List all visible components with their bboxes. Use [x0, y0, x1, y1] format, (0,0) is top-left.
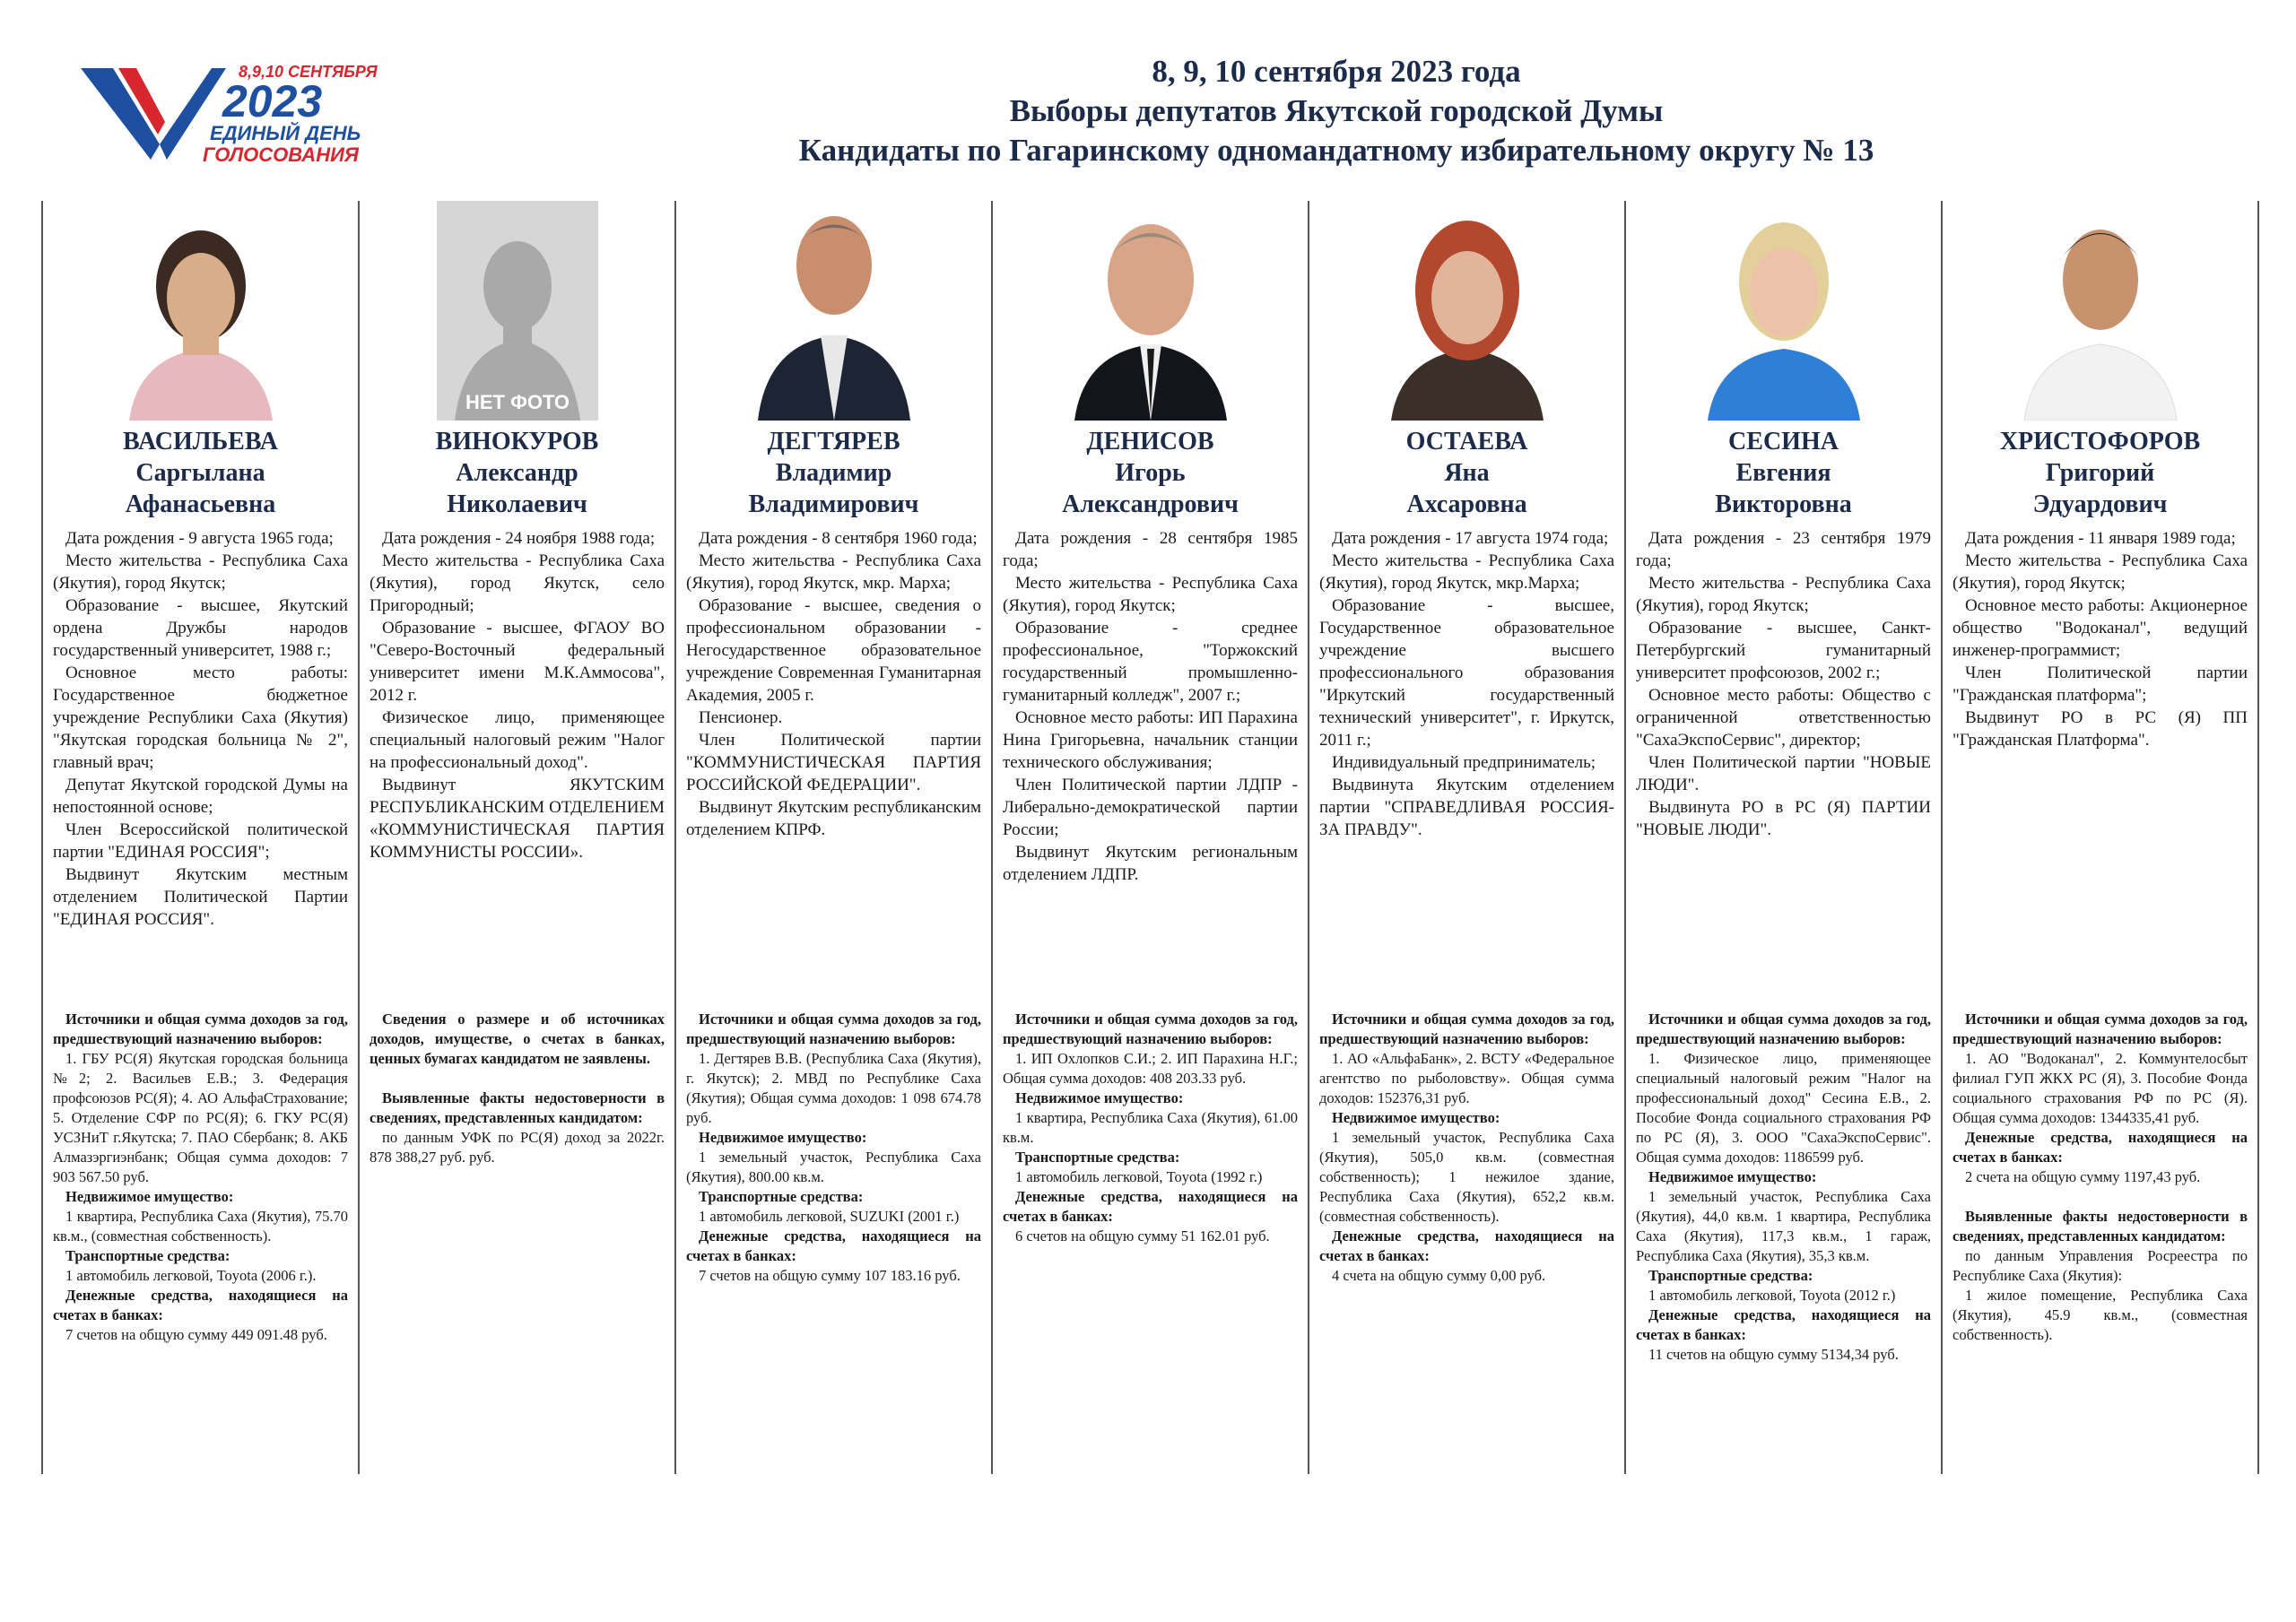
income-heading: Денежные средства, находящиеся на счетах в банках: — [1003, 1188, 1298, 1225]
income-heading: Транспортные средства: — [1015, 1149, 1180, 1166]
candidate-first-name: Григорий — [2045, 459, 2155, 487]
bio-line: Место жительства - Республика Саха (Якутия), город Якутск; — [1952, 551, 2248, 593]
income-line: 6 счетов на общую сумму 51 162.01 руб. — [1015, 1227, 1270, 1245]
candidate-name — [370, 426, 665, 520]
candidate-column — [1626, 201, 1943, 1474]
income-heading: Недвижимое имущество: — [1332, 1109, 1500, 1126]
header-district: Кандидаты по Гагаринскому одномандатному избирательному округу № 13 — [798, 133, 1874, 168]
candidate-first-name: Яна — [1444, 459, 1490, 487]
candidate-column — [676, 201, 993, 1474]
income-heading: Источники и общая сумма доходов за год, предшествующий назначению выборов: — [1952, 1010, 2248, 1047]
header-dates: 8, 9, 10 сентября 2023 года — [1152, 54, 1521, 89]
income-line: 7 счетов на общую сумму 449 091.48 руб. — [65, 1326, 327, 1343]
candidate-column — [1309, 201, 1626, 1474]
page-header — [502, 52, 2170, 170]
candidate-surname: СЕСИНА — [1728, 428, 1839, 455]
income-line: по данным Управления Росреестра по Республике Саха (Якутия): — [1952, 1247, 2248, 1284]
bio-line: Место жительства - Республика Саха (Якутия), город Якутск, мкр.Марха; — [1319, 551, 1614, 593]
income-line: 1. Дегтярев В.В. (Республика Саха (Якутия), г. Якутск); 2. МВД по Республике Саха (Якутия); Общая сумма доходов: 1 098 674.78 руб. — [686, 1050, 981, 1126]
candidate-bio — [53, 527, 348, 931]
income-line: 1 автомобиль легковой, Toyota (1992 г.) — [1015, 1168, 1263, 1185]
candidate-bio — [1952, 527, 2248, 751]
income-line: 1. ГБУ РС(Я) Якутская городская больница №2; 2. Васильев Е.В.; 3. Федерация профсоюзов РС(Я); 4. АО АльфаСтрахование; 5. Отделение СФР по РС(Я); 6. ГКУ РС(Я) УСЗНиТ г.Якутска; 7. ПАО Сбербанк; 8. АКБ Алмазэргиэнбанк; Общая сумма доходов: 7 903 567.50 руб. — [53, 1050, 348, 1185]
bio-line: Физическое лицо, применяющее специальный налоговый режим "Налог на профессиональный доход". — [370, 708, 665, 772]
candidate-columns — [41, 201, 2262, 1474]
candidate-photo — [2020, 201, 2181, 421]
income-heading: Недвижимое имущество: — [699, 1129, 867, 1146]
income-heading: Денежные средства, находящиеся на счетах в банках: — [53, 1287, 348, 1323]
candidate-photo — [1387, 201, 1548, 421]
bio-line: Основное место работы: Общество с ограниченной ответственностью "СахаЭкспоСервис", директор; — [1636, 686, 1931, 750]
bio-line: Дата рождения - 9 августа 1965 года; — [65, 529, 334, 548]
income-heading: Источники и общая сумма доходов за год, предшествующий назначению выборов: — [686, 1010, 981, 1047]
candidate-surname: ОСТАЕВА — [1405, 428, 1528, 455]
income-line: 1 автомобиль легковой, SUZUKI (2001 г.) — [699, 1208, 960, 1225]
income-heading: Источники и общая сумма доходов за год, предшествующий назначению выборов: — [1636, 1010, 1931, 1047]
income-heading: Денежные средства, находящиеся на счетах в банках: — [1952, 1129, 2248, 1166]
candidate-name — [1636, 426, 1931, 520]
bio-line: Выдвинут РО в РС (Я) ПП "Гражданская Платформа". — [1952, 708, 2248, 750]
income-line: 7 счетов на общую сумму 107 183.16 руб. — [699, 1267, 961, 1284]
candidate-income — [370, 1010, 665, 1167]
bio-line: Член Политической партии "КОММУНИСТИЧЕСКАЯ ПАРТИЯ РОССИЙСКОЙ ФЕДЕРАЦИИ". — [686, 731, 981, 794]
candidate-income — [686, 1010, 981, 1286]
income-heading: Источники и общая сумма доходов за год, предшествующий назначению выборов: — [53, 1010, 348, 1047]
bio-line: Дата рождения - 11 января 1989 года; — [1965, 529, 2236, 548]
income-heading: Транспортные средства: — [699, 1188, 864, 1205]
income-line: 1. Физическое лицо, применяющее специальный налоговый режим "Налог на профессиональный доход" Сесина Е.В., 2. Пособие Фонда социального страхования РФ по РС (Я), 3. ООО "СахаЭкспоСервис". Общая сумма доходов: 1186599 руб. — [1636, 1050, 1931, 1166]
income-line: 1 земельный участок, Республика Саха (Якутия), 800.00 кв.м. — [686, 1149, 981, 1185]
candidate-first-name: Игорь — [1115, 459, 1186, 487]
candidate-first-name: Владимир — [775, 459, 892, 487]
candidate-surname: ВАСИЛЬЕВА — [123, 428, 278, 455]
candidate-bio — [1319, 527, 1614, 841]
bio-line: Член Политической партии ЛДПР - Либерально-демократической партии России; — [1003, 776, 1298, 839]
bio-line: Образование - высшее, Государственное образовательное учреждение высшего профессионального образования "Иркутский государственный технический университет", г. Иркутск, 2011 г.; — [1319, 596, 1614, 750]
income-line: 1 земельный участок, Республика Саха (Якутия), 44,0 кв.м. 1 квартира, Республика Саха (Якутия), 117,3 кв.м., 1 гараж, Республика Саха (Якутия), 35,3 кв.м. — [1636, 1188, 1931, 1264]
candidate-first-name: Александр — [456, 459, 578, 487]
candidate-first-name: Евгения — [1735, 459, 1831, 487]
candidate-income — [1003, 1010, 1298, 1246]
bio-line: Дата рождения - 23 сентября 1979 года; — [1636, 529, 1931, 570]
candidate-income — [1319, 1010, 1614, 1286]
candidate-name — [1319, 426, 1614, 520]
bio-line: Выдвинут Якутским республиканским отделением КПРФ. — [686, 798, 981, 839]
bio-line: Основное место работы: ИП Парахина Нина Григорьевна, начальник станции технического обслуживания; — [1003, 708, 1298, 772]
bio-line: Индивидуальный предприниматель; — [1332, 753, 1596, 772]
bio-line: Выдвинута Якутским отделением партии "СПРАВЕДЛИВАЯ РОССИЯ-ЗА ПРАВДУ". — [1319, 776, 1614, 839]
income-heading: Сведения о размере и об источниках доходов, имуществе, о счетах в банках, ценных бумагах кандидатом не заявлены. — [370, 1010, 665, 1067]
income-line: 4 счета на общую сумму 0,00 руб. — [1332, 1267, 1546, 1284]
income-heading: Транспортные средства: — [65, 1247, 230, 1264]
candidate-column — [360, 201, 676, 1474]
candidate-surname: ДЕНИСОВ — [1086, 428, 1214, 455]
income-line: 11 счетов на общую сумму 5134,34 руб. — [1648, 1346, 1899, 1363]
candidate-first-name: Саргылана — [135, 459, 265, 487]
candidate-name — [686, 426, 981, 520]
candidate-income — [1952, 1010, 2248, 1345]
income-heading: Денежные средства, находящиеся на счетах в банках: — [1319, 1227, 1614, 1264]
income-line: 1 автомобиль легковой, Toyota (2006 г.). — [65, 1267, 317, 1284]
election-day-logo — [77, 59, 400, 167]
bio-line: Выдвинут Якутским региональным отделением ЛДПР. — [1003, 843, 1298, 884]
income-heading: Выявленные факты недостоверности в сведениях, представленных кандидатом: — [370, 1089, 665, 1126]
bio-line: Место жительства - Республика Саха (Якутия), город Якутск; — [1636, 574, 1931, 615]
income-line: 1. АО «АльфаБанк», 2. ВСТУ «Федеральное агентство по рыболовству». Общая сумма доходов: 152376,31 руб. — [1319, 1050, 1614, 1106]
income-heading: Недвижимое имущество: — [65, 1188, 234, 1205]
income-heading: Источники и общая сумма доходов за год, предшествующий назначению выборов: — [1003, 1010, 1298, 1047]
candidate-income — [53, 1010, 348, 1345]
bio-line: Основное место работы: Государственное бюджетное учреждение Республики Саха (Якутия) "Якутская городская больница № 2", главный врач; — [53, 664, 348, 772]
income-line: 1. ИП Охлопков С.И.; 2. ИП Парахина Н.Г.; Общая сумма доходов: 408 203.33 руб. — [1003, 1050, 1298, 1087]
candidate-column — [1943, 201, 2259, 1474]
no-photo-label: НЕТ ФОТО — [465, 391, 570, 413]
income-line: 2 счета на общую сумму 1197,43 руб. — [1965, 1168, 2201, 1185]
candidate-column — [993, 201, 1309, 1474]
candidate-name — [1003, 426, 1298, 520]
candidate-name — [1952, 426, 2248, 520]
candidate-patronymic: Александрович — [1062, 490, 1239, 518]
candidate-patronymic: Николаевич — [447, 490, 587, 518]
bio-line: Выдвинута РО в РС (Я) ПАРТИИ "НОВЫЕ ЛЮДИ". — [1636, 798, 1931, 839]
candidate-photo — [1703, 201, 1865, 421]
income-line: 1 квартира, Республика Саха (Якутия), 61.00 кв.м. — [1003, 1109, 1298, 1146]
logo-dates: 8,9,10 СЕНТЯБРЯ — [239, 63, 378, 81]
candidate-name — [53, 426, 348, 520]
bio-line: Образование - высшее, Санкт-Петербургский гуманитарный университет профсоюзов, 2002 г.; — [1636, 619, 1931, 682]
candidate-photo — [1070, 201, 1231, 421]
candidate-patronymic: Афанасьевна — [125, 490, 276, 518]
candidate-income — [1636, 1010, 1931, 1365]
candidate-patronymic: Владимирович — [748, 490, 919, 518]
bio-line: Пенсионер. — [699, 708, 783, 727]
bio-line: Образование - высшее, ФГАОУ ВО "Северо-Восточный федеральный университет имени М.К.Аммосова", 2012 г. — [370, 619, 665, 705]
bio-line: Дата рождения - 24 ноября 1988 года; — [382, 529, 656, 548]
income-line: по данным УФК по РС(Я) доход за 2022г. 878 388,27 руб. руб. — [370, 1129, 665, 1166]
candidate-bio — [1003, 527, 1298, 886]
bio-line: Депутат Якутской городской Думы на непостоянной основе; — [53, 776, 348, 817]
candidate-patronymic: Викторовна — [1715, 490, 1852, 518]
bio-line: Образование - среднее профессиональное, "Торжокский государственный промышленно-гуманитарный колледж", 2007 г.; — [1003, 619, 1298, 705]
bio-line: Выдвинут ЯКУТСКИМ РЕСПУБЛИКАНСКИМ ОТДЕЛЕНИЕМ «КОММУНИСТИЧЕСКАЯ ПАРТИЯ КОММУНИСТЫ РОССИИ». — [370, 776, 665, 862]
bio-line: Дата рождения - 8 сентября 1960 года; — [699, 529, 978, 548]
bio-line: Дата рождения - 17 августа 1974 года; — [1332, 529, 1609, 548]
income-heading: Денежные средства, находящиеся на счетах в банках: — [686, 1227, 981, 1264]
bio-line: Выдвинут Якутским местным отделением Политической Партии "ЕДИНАЯ РОССИЯ". — [53, 865, 348, 929]
candidate-photo — [120, 201, 282, 421]
bio-line: Место жительства - Республика Саха (Якутия), город Якутск; — [1003, 574, 1298, 615]
bio-line: Основное место работы: Акционерное общество "Водоканал", ведущий инженер-программист; — [1952, 596, 2248, 660]
income-heading: Выявленные факты недостоверности в сведениях, представленных кандидатом: — [1952, 1208, 2248, 1245]
bio-line: Дата рождения - 28 сентября 1985 года; — [1003, 529, 1298, 570]
logo-year: 2023 — [222, 76, 323, 126]
bio-line: Место жительства - Республика Саха (Якутия), город Якутск, мкр. Марха; — [686, 551, 981, 593]
candidate-surname: ХРИСТОФОРОВ — [1999, 428, 2201, 455]
candidate-column — [43, 201, 360, 1474]
income-heading: Недвижимое имущество: — [1015, 1089, 1184, 1106]
candidate-bio — [370, 527, 665, 863]
candidate-patronymic: Ахсаровна — [1406, 490, 1527, 518]
bio-line: Место жительства - Республика Саха (Якутия), город Якутск, село Пригородный; — [370, 551, 665, 615]
candidate-patronymic: Эдуардович — [2032, 490, 2168, 518]
candidate-surname: ВИНОКУРОВ — [435, 428, 599, 455]
income-heading: Источники и общая сумма доходов за год, предшествующий назначению выборов: — [1319, 1010, 1614, 1047]
income-heading: Денежные средства, находящиеся на счетах в банках: — [1636, 1306, 1931, 1343]
bio-line: Образование - высшее, сведения о профессиональном образовании - Негосударственное образовательное учреждение Современная Гуманитарная Академия, 2005 г. — [686, 596, 981, 705]
candidate-surname: ДЕГТЯРЕВ — [767, 428, 900, 455]
candidate-bio — [1636, 527, 1931, 841]
header-election-title: Выборы депутатов Якутской городской Думы — [1009, 93, 1664, 128]
bio-line: Член Политической партии "НОВЫЕ ЛЮДИ". — [1636, 753, 1931, 794]
income-line: 1 жилое помещение, Республика Саха (Якутия), 45.9 кв.м., (совместная собственность). — [1952, 1287, 2248, 1343]
income-line: 1. АО "Водоканал", 2. Коммунтелосбыт филиал ГУП ЖКХ РС (Я), 3. Пособие Фонда социального страхования РФ по РС (Я). Общая сумма доходов: 1344335,41 руб. — [1952, 1050, 2248, 1126]
bio-line: Образование - высшее, Якутский ордена Дружбы народов государственный университет, 1988 г.; — [53, 596, 348, 660]
income-heading: Транспортные средства: — [1648, 1267, 1813, 1284]
income-line: 1 квартира, Республика Саха (Якутия), 75.70 кв.м., (совместная собственность). — [53, 1208, 348, 1245]
logo-line2: ГОЛОСОВАНИЯ — [203, 143, 359, 166]
income-line: 1 земельный участок, Республика Саха (Якутия), 505,0 кв.м. (совместная собственность); 1 нежилое здание, Республика Саха (Якутия), 652,2 кв.м. (совместная собственность). — [1319, 1129, 1614, 1225]
no-photo-placeholder — [405, 201, 630, 421]
logo-line1: ЕДИНЫЙ ДЕНЬ — [210, 122, 361, 144]
bio-line: Место жительства - Республика Саха (Якутия), город Якутск; — [53, 551, 348, 593]
income-line: 1 автомобиль легковой, Toyota (2012 г.) — [1648, 1287, 1896, 1304]
candidate-photo — [753, 201, 915, 421]
bio-line: Член Всероссийской политической партии "ЕДИНАЯ РОССИЯ"; — [53, 820, 348, 862]
candidate-bio — [686, 527, 981, 841]
bio-line: Член Политической партии "Гражданская платформа"; — [1952, 664, 2248, 705]
income-heading: Недвижимое имущество: — [1648, 1168, 1817, 1185]
